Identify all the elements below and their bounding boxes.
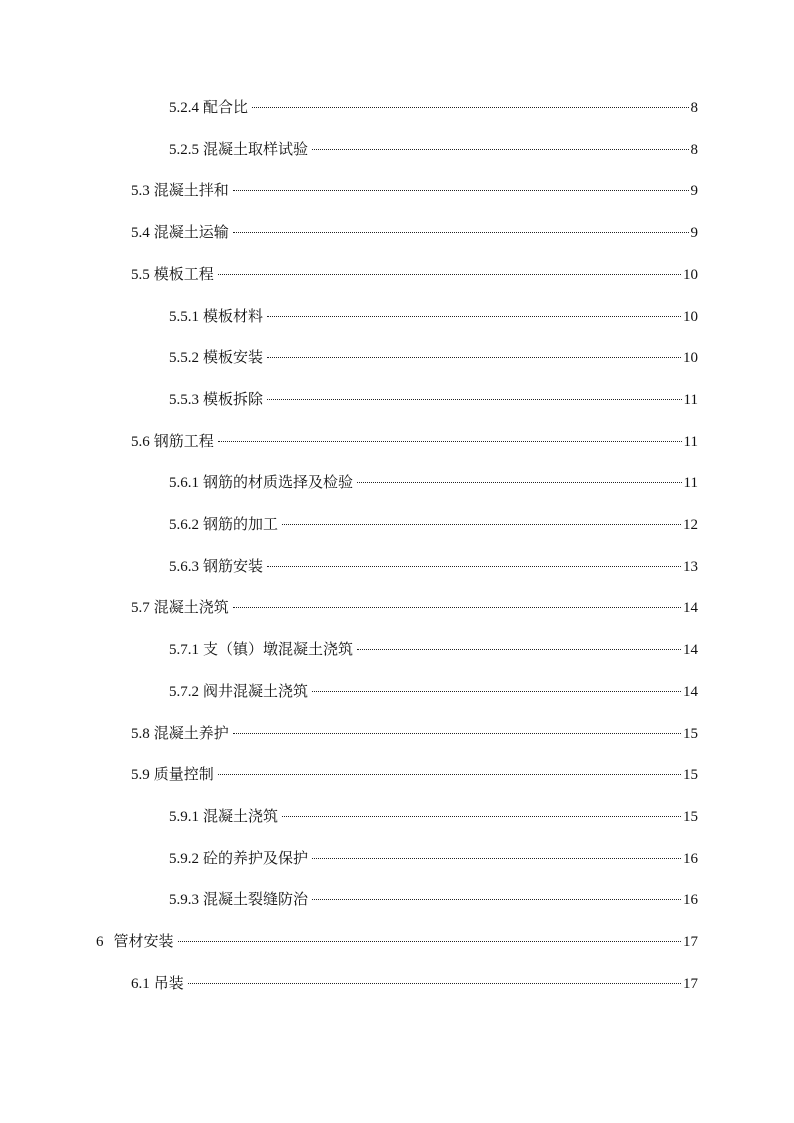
toc-entry[interactable] bbox=[131, 179, 698, 203]
toc-entry-page-number: 15 bbox=[683, 767, 698, 784]
toc-dot-leader bbox=[267, 316, 681, 317]
toc-entry[interactable] bbox=[131, 972, 698, 996]
toc-entry-title: 支（镇）墩混凝土浇筑 bbox=[203, 642, 354, 659]
toc-dot-leader bbox=[357, 649, 681, 650]
toc-entry[interactable] bbox=[131, 430, 698, 454]
toc-entry-page-number: 8 bbox=[690, 141, 698, 158]
toc-entry-title: 混凝土浇筑 bbox=[153, 600, 229, 617]
toc-entry[interactable] bbox=[169, 555, 698, 579]
toc-entry-page-number: 17 bbox=[683, 975, 698, 992]
toc-dot-leader bbox=[218, 274, 681, 275]
toc-entry-page-number: 12 bbox=[683, 517, 698, 533]
toc-entry-title: 管材安装 bbox=[113, 934, 174, 950]
toc-entry-number: 5.5 bbox=[131, 266, 150, 283]
toc-entry-page-number: 10 bbox=[683, 350, 698, 367]
toc-entry-page-number: 16 bbox=[683, 850, 698, 867]
toc-entry-page-number: 14 bbox=[683, 683, 698, 700]
toc-entry[interactable] bbox=[169, 513, 698, 537]
toc-entry-title: 钢筋工程 bbox=[153, 433, 214, 450]
toc-dot-leader bbox=[233, 190, 689, 191]
toc-entry-title: 钢筋的材质选择及检验 bbox=[203, 475, 354, 492]
toc-entry-number: 5.9 bbox=[131, 767, 150, 784]
toc-entry-title: 吊装 bbox=[153, 975, 184, 992]
toc-entry[interactable] bbox=[169, 138, 698, 162]
toc-dot-leader bbox=[233, 607, 681, 608]
toc-entry-page-number: 9 bbox=[690, 183, 698, 200]
toc-entry-title: 混凝土裂缝防治 bbox=[203, 892, 309, 909]
toc-entry-title: 砼的养护及保护 bbox=[203, 850, 309, 867]
toc-entry-page-number: 9 bbox=[690, 225, 698, 242]
toc-entry-title: 模板安装 bbox=[203, 350, 264, 367]
toc-entry-number: 5.7.1 bbox=[169, 642, 199, 659]
toc-entry[interactable] bbox=[169, 305, 698, 329]
toc-entry-number: 5.5.3 bbox=[169, 391, 199, 408]
toc-entry-number: 5.7.2 bbox=[169, 683, 199, 700]
toc-entry-title: 混凝土浇筑 bbox=[203, 808, 279, 825]
toc-dot-leader bbox=[178, 941, 681, 942]
toc-dot-leader bbox=[252, 107, 688, 108]
toc-entry-page-number: 14 bbox=[683, 600, 698, 617]
toc-entry[interactable] bbox=[169, 888, 698, 912]
toc-entry-page-number: 10 bbox=[683, 308, 698, 325]
toc-entry-title: 质量控制 bbox=[153, 767, 214, 784]
toc-entry-page-number: 11 bbox=[683, 475, 698, 492]
toc-entry-number: 5.2.4 bbox=[169, 100, 199, 116]
toc-entry-title: 混凝土拌和 bbox=[153, 183, 229, 200]
toc-entry-number: 6 bbox=[96, 934, 104, 950]
toc-dot-leader bbox=[233, 232, 689, 233]
toc-entry[interactable] bbox=[131, 763, 698, 787]
toc-entry-page-number: 8 bbox=[690, 100, 698, 116]
toc-entry-number: 5.3 bbox=[131, 183, 150, 200]
toc-entry-number: 5.9.3 bbox=[169, 892, 199, 909]
toc-entry-title: 钢筋的加工 bbox=[203, 517, 279, 533]
toc-dot-leader bbox=[312, 691, 681, 692]
toc-entry[interactable] bbox=[169, 388, 698, 412]
toc-entry-title: 混凝土运输 bbox=[153, 225, 229, 242]
toc-entry[interactable] bbox=[169, 805, 698, 829]
toc-dot-leader bbox=[233, 733, 681, 734]
toc-entry[interactable] bbox=[96, 930, 698, 954]
toc-dot-leader bbox=[312, 149, 688, 150]
toc-entry-number: 5.5.2 bbox=[169, 350, 199, 367]
toc-entry-number: 5.8 bbox=[131, 725, 150, 742]
toc-entry-number: 5.9.1 bbox=[169, 808, 199, 825]
toc-dot-leader bbox=[312, 858, 681, 859]
toc-entry-title: 模板拆除 bbox=[203, 391, 264, 408]
toc-entry[interactable] bbox=[131, 221, 698, 245]
toc-entry-page-number: 11 bbox=[683, 433, 698, 450]
toc-dot-leader bbox=[267, 566, 681, 567]
toc-entry-title: 模板材料 bbox=[203, 308, 264, 325]
toc-entry-number: 5.7 bbox=[131, 600, 150, 617]
toc-entry-page-number: 15 bbox=[683, 725, 698, 742]
toc-entry-page-number: 10 bbox=[683, 266, 698, 283]
toc-entry-page-number: 15 bbox=[683, 808, 698, 825]
toc-entry[interactable] bbox=[131, 596, 698, 620]
toc-dot-leader bbox=[218, 441, 682, 442]
toc-dot-leader bbox=[282, 524, 681, 525]
toc-entry-number: 5.2.5 bbox=[169, 141, 199, 158]
toc-entry-title: 钢筋安装 bbox=[203, 558, 264, 575]
toc-dot-leader bbox=[188, 983, 681, 984]
toc-entry-number: 5.9.2 bbox=[169, 850, 199, 867]
toc-entry[interactable] bbox=[169, 346, 698, 370]
toc-dot-leader bbox=[267, 399, 682, 400]
toc-entry-title: 混凝土取样试验 bbox=[203, 141, 309, 158]
toc-entry-page-number: 11 bbox=[683, 391, 698, 408]
toc-entry-number: 6.1 bbox=[131, 975, 150, 992]
toc-entry-title: 模板工程 bbox=[153, 266, 214, 283]
toc-entry-number: 5.4 bbox=[131, 225, 150, 242]
toc-entry-number: 5.6 bbox=[131, 433, 150, 450]
toc-entry[interactable] bbox=[131, 722, 698, 746]
toc-dot-leader bbox=[267, 357, 681, 358]
toc-dot-leader bbox=[312, 899, 681, 900]
toc-entry-page-number: 13 bbox=[683, 558, 698, 575]
toc-entry[interactable] bbox=[169, 847, 698, 871]
toc-entry-title: 阀井混凝土浇筑 bbox=[203, 683, 309, 700]
toc-entry[interactable] bbox=[131, 263, 698, 287]
toc-entry-page-number: 14 bbox=[683, 642, 698, 659]
toc-entry-number: 5.6.3 bbox=[169, 558, 199, 575]
toc-entry[interactable] bbox=[169, 638, 698, 662]
toc-entry[interactable] bbox=[169, 680, 698, 704]
toc-dot-leader bbox=[357, 482, 682, 483]
toc-entry-title: 混凝土养护 bbox=[153, 725, 229, 742]
toc-entry-page-number: 17 bbox=[683, 934, 698, 950]
toc-dot-leader bbox=[282, 816, 681, 817]
toc-entry[interactable] bbox=[169, 96, 698, 120]
toc-entry-title: 配合比 bbox=[203, 100, 249, 116]
toc-entry[interactable] bbox=[169, 471, 698, 495]
toc-entry-page-number: 16 bbox=[683, 892, 698, 909]
toc-entry-number: 5.6.1 bbox=[169, 475, 199, 492]
toc-dot-leader bbox=[218, 774, 681, 775]
toc-entry-number: 5.5.1 bbox=[169, 308, 199, 325]
toc-entry-number: 5.6.2 bbox=[169, 517, 199, 533]
